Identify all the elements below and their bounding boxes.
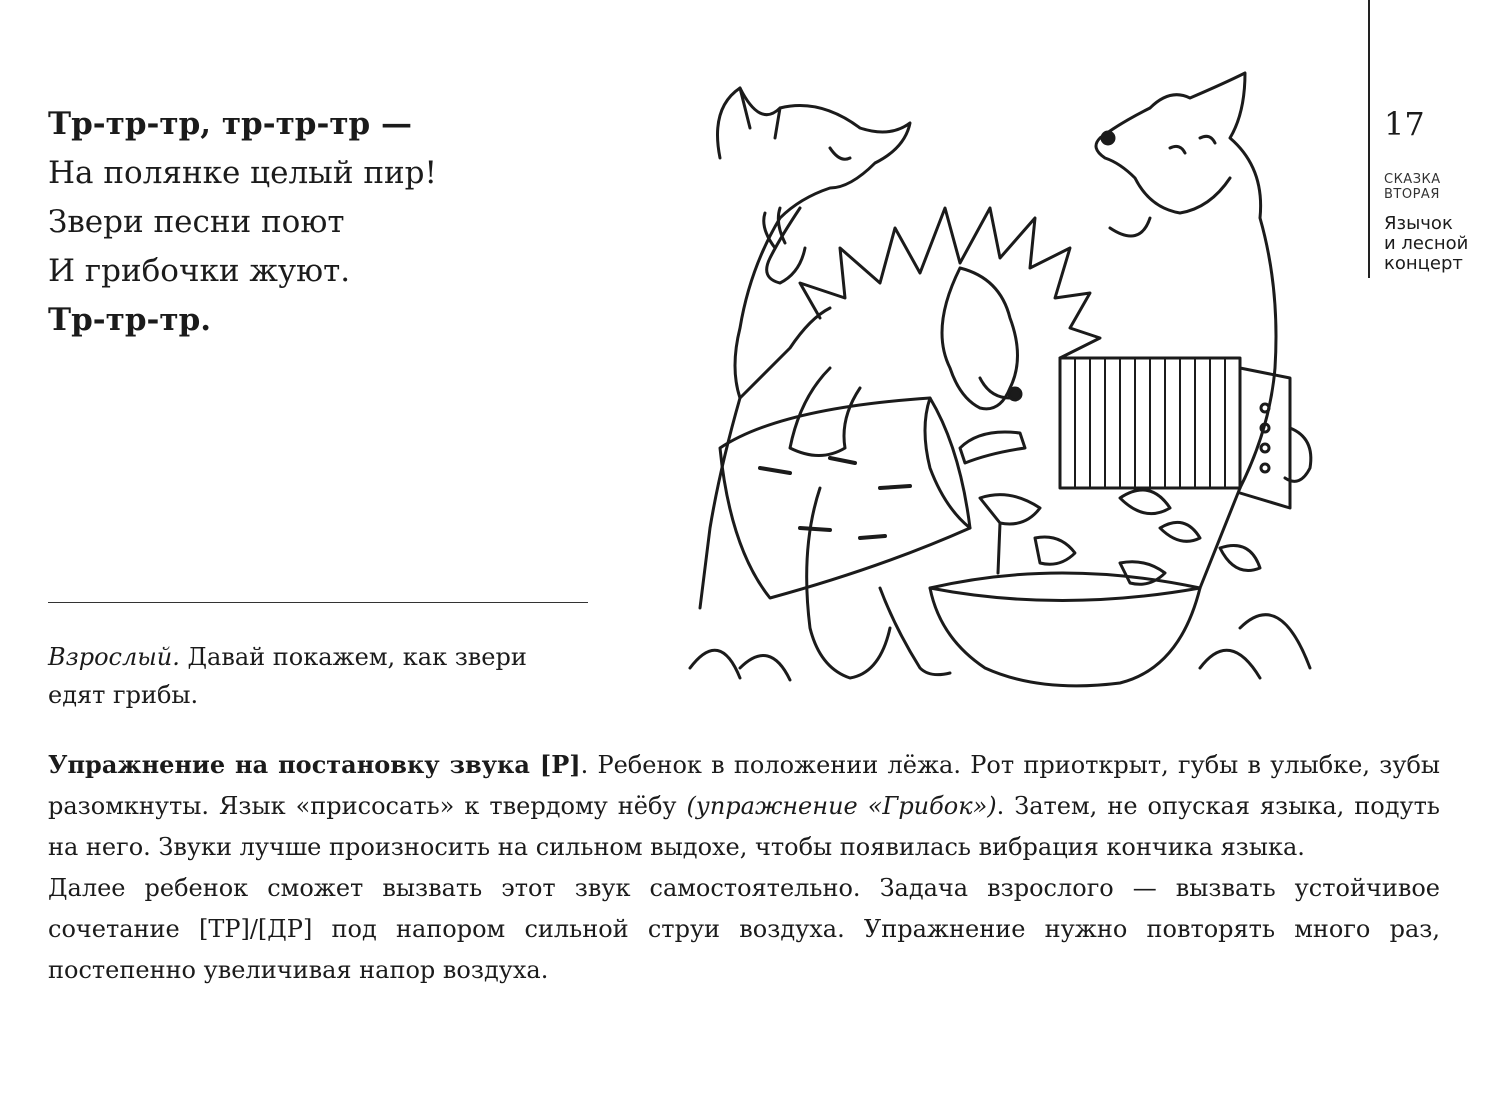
adult-remark [48,638,588,714]
sidebar-divider [1368,0,1370,278]
exercise-italic-note: (упражнение «Грибок») [686,792,997,820]
bowl-of-mushrooms-shape [930,432,1200,686]
fox-hedgehog-accordion-mushrooms-illustration [680,68,1330,698]
section-label [1384,172,1441,202]
poem-line: Звери песни поют [48,204,345,240]
speaker-label: Взрослый. [48,643,180,671]
right-fox-figure [1096,73,1276,588]
divider [48,602,588,603]
poem-line: На полянке целый пир! [48,155,437,191]
poem [48,100,437,345]
poem-line: Тр-тр-тр, тр-тр-тр — [48,106,413,142]
exercise-heading: Упражнение на постановку звука [Р] [48,750,581,779]
section-label-line: СКАЗКА [1384,172,1441,187]
tale-title-line: и лесной [1384,233,1469,254]
tale-title-line: концерт [1384,253,1463,274]
exercise-text: . Затем, не опуская языка, подуть на него. Звуки лучше произносить на сильном выдохе, чтобы появилась вибрация кончика языка. [48,792,1440,861]
exercise-paragraph: Далее ребенок сможет вызвать этот звук самостоятельно. Задача взрослого — вызвать устойчивое сочетание [ТР]/[ДР] под напором сильной струи воздуха. Упражнение нужно повторять много раз, постепенно увеличивая напор воздуха. [48,874,1440,984]
hedgehog-figure [790,208,1100,678]
exercise-text: . Ребенок в положении лёжа. Рот приоткрыт, губы в улыбке, зубы разомкнуты. Язык «присосать» к твердому нёбу [48,751,1440,820]
poem-line: И грибочки жуют. [48,253,351,289]
poem-line: Тр-тр-тр. [48,302,212,338]
tale-title-line: Язычок [1384,213,1453,234]
adult-remark-text: Давай покажем, как звери едят грибы. [48,643,527,709]
tale-title [1384,214,1468,274]
section-label-line: ВТОРАЯ [1384,187,1440,202]
exercise-description [48,744,1440,991]
page-number: 17 [1384,105,1425,143]
exercise-paragraph [48,744,1440,868]
